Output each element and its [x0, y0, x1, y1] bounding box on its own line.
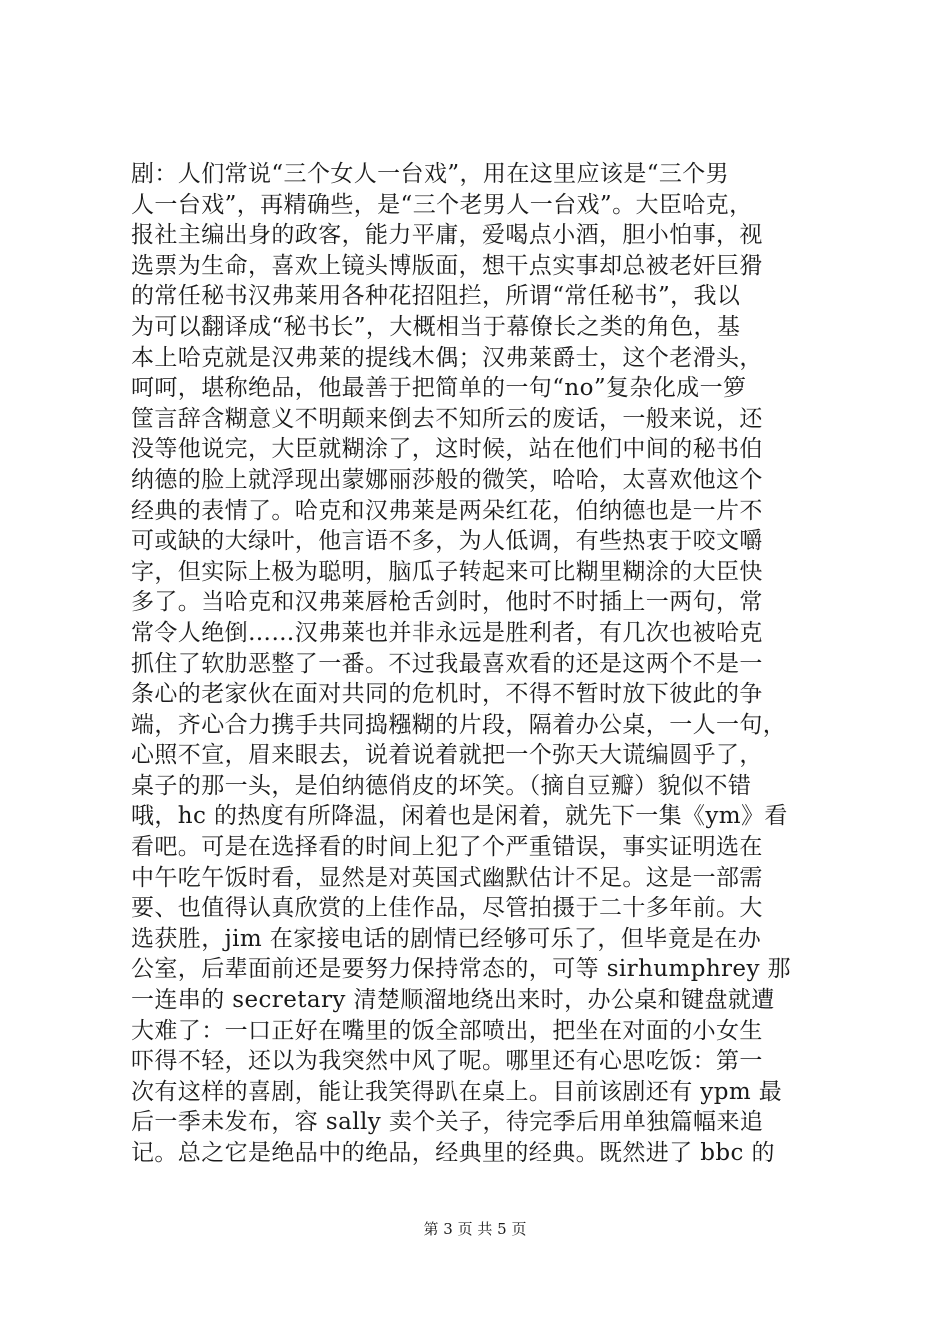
text-line: 纳德的脸上就浮现出蒙娜丽莎般的微笑，哈哈，太喜欢他这个	[131, 466, 763, 493]
text-line: 心照不宣，眉来眼去，说着说着就把一个弥天大谎编圆乎了，	[131, 742, 763, 769]
text-line: 筐言辞含糊意义不明颠来倒去不知所云的废话，一般来说，还	[131, 405, 763, 432]
text-line: 哦，hc 的热度有所降温，闲着也是闲着，就先下一集《ym》看	[131, 803, 788, 830]
text-line: 本上哈克就是汉弗莱的提线木偶；汉弗莱爵士，这个老滑头，	[131, 344, 763, 371]
text-line: 人一台戏”，再精确些，是“三个老男人一台戏”。大臣哈克，	[131, 191, 753, 218]
text-line: 抓住了软肋恶整了一番。不过我最喜欢看的还是这两个不是一	[131, 650, 763, 677]
text-line: 常令人绝倒……汉弗莱也并非永远是胜利者，有几次也被哈克	[131, 619, 763, 646]
text-line: 次有这样的喜剧，能让我笑得趴在桌上。目前该剧还有 ypm 最	[131, 1078, 783, 1105]
text-line: 公室，后辈面前还是要努力保持常态的，可等 sirhumphrey 那	[131, 956, 791, 983]
text-line: 中午吃午饭时看，显然是对英国式幽默估计不足。这是一部需	[131, 864, 763, 891]
text-line: 选票为生命，喜欢上镜头博版面，想干点实事却总被老奸巨猾	[131, 252, 763, 279]
text-line: 剧：人们常说“三个女人一台戏”，用在这里应该是“三个男	[131, 161, 730, 187]
text-line: 的常任秘书汉弗莱用各种花招阻拦，所谓“常任秘书”，我以	[131, 283, 741, 310]
text-line: 多了。当哈克和汉弗莱唇枪舌剑时，他时不时插上一两句，常	[131, 589, 763, 616]
text-line: 为可以翻译成“秘书长”，大概相当于幕僚长之类的角色，基	[131, 313, 741, 340]
text-line: 条心的老家伙在面对共同的危机时，不得不暂时放下彼此的争	[131, 681, 763, 708]
text-line: 看吧。可是在选择看的时间上犯了个严重错误，事实证明选在	[131, 834, 763, 861]
text-line: 端，齐心合力携手共同捣糨糊的片段，隔着办公桌，一人一句，	[131, 711, 787, 738]
text-line: 呵呵，堪称绝品，他最善于把简单的一句“no”复杂化成一箩	[131, 375, 747, 402]
text-line: 后一季未发布，容 sally 卖个关子，待完季后用单独篇幅来追	[131, 1109, 764, 1136]
text-line: 报社主编出身的政客，能力平庸，爱喝点小酒，胆小怕事，视	[131, 222, 763, 249]
body-text	[131, 159, 831, 1169]
text-line: 没等他说完，大臣就糊涂了，这时候，站在他们中间的秘书伯	[131, 436, 763, 463]
text-line: 桌子的那一头，是伯纳德俏皮的坏笑。（摘自豆瓣）貌似不错	[131, 772, 752, 799]
page-number-footer: 第 3 页 共 5 页	[423, 1220, 527, 1238]
text-line: 一连串的 secretary 清楚顺溜地绕出来时，办公桌和键盘就遭	[131, 987, 775, 1014]
text-line: 可或缺的大绿叶，他言语不多，为人低调，有些热衷于咬文嚼	[131, 528, 763, 555]
text-line: 大难了：一口正好在嘴里的饭全部喷出，把坐在对面的小女生	[131, 1017, 763, 1044]
text-line: 吓得不轻，还以为我突然中风了呢。哪里还有心思吃饭：第一	[131, 1048, 763, 1075]
text-line: 要、也值得认真欣赏的上佳作品，尽管拍摄于二十多年前。大	[131, 895, 763, 922]
text-line: 选获胜，jim 在家接电话的剧情已经够可乐了，但毕竟是在办	[131, 925, 762, 952]
text-line: 字，但实际上极为聪明，脑瓜子转起来可比糊里糊涂的大臣快	[131, 558, 763, 585]
text-line: 记。总之它是绝品中的绝品，经典里的经典。既然进了 bbc 的	[131, 1140, 775, 1166]
text-line: 经典的表情了。哈克和汉弗莱是两朵红花，伯纳德也是一片不	[131, 497, 763, 524]
